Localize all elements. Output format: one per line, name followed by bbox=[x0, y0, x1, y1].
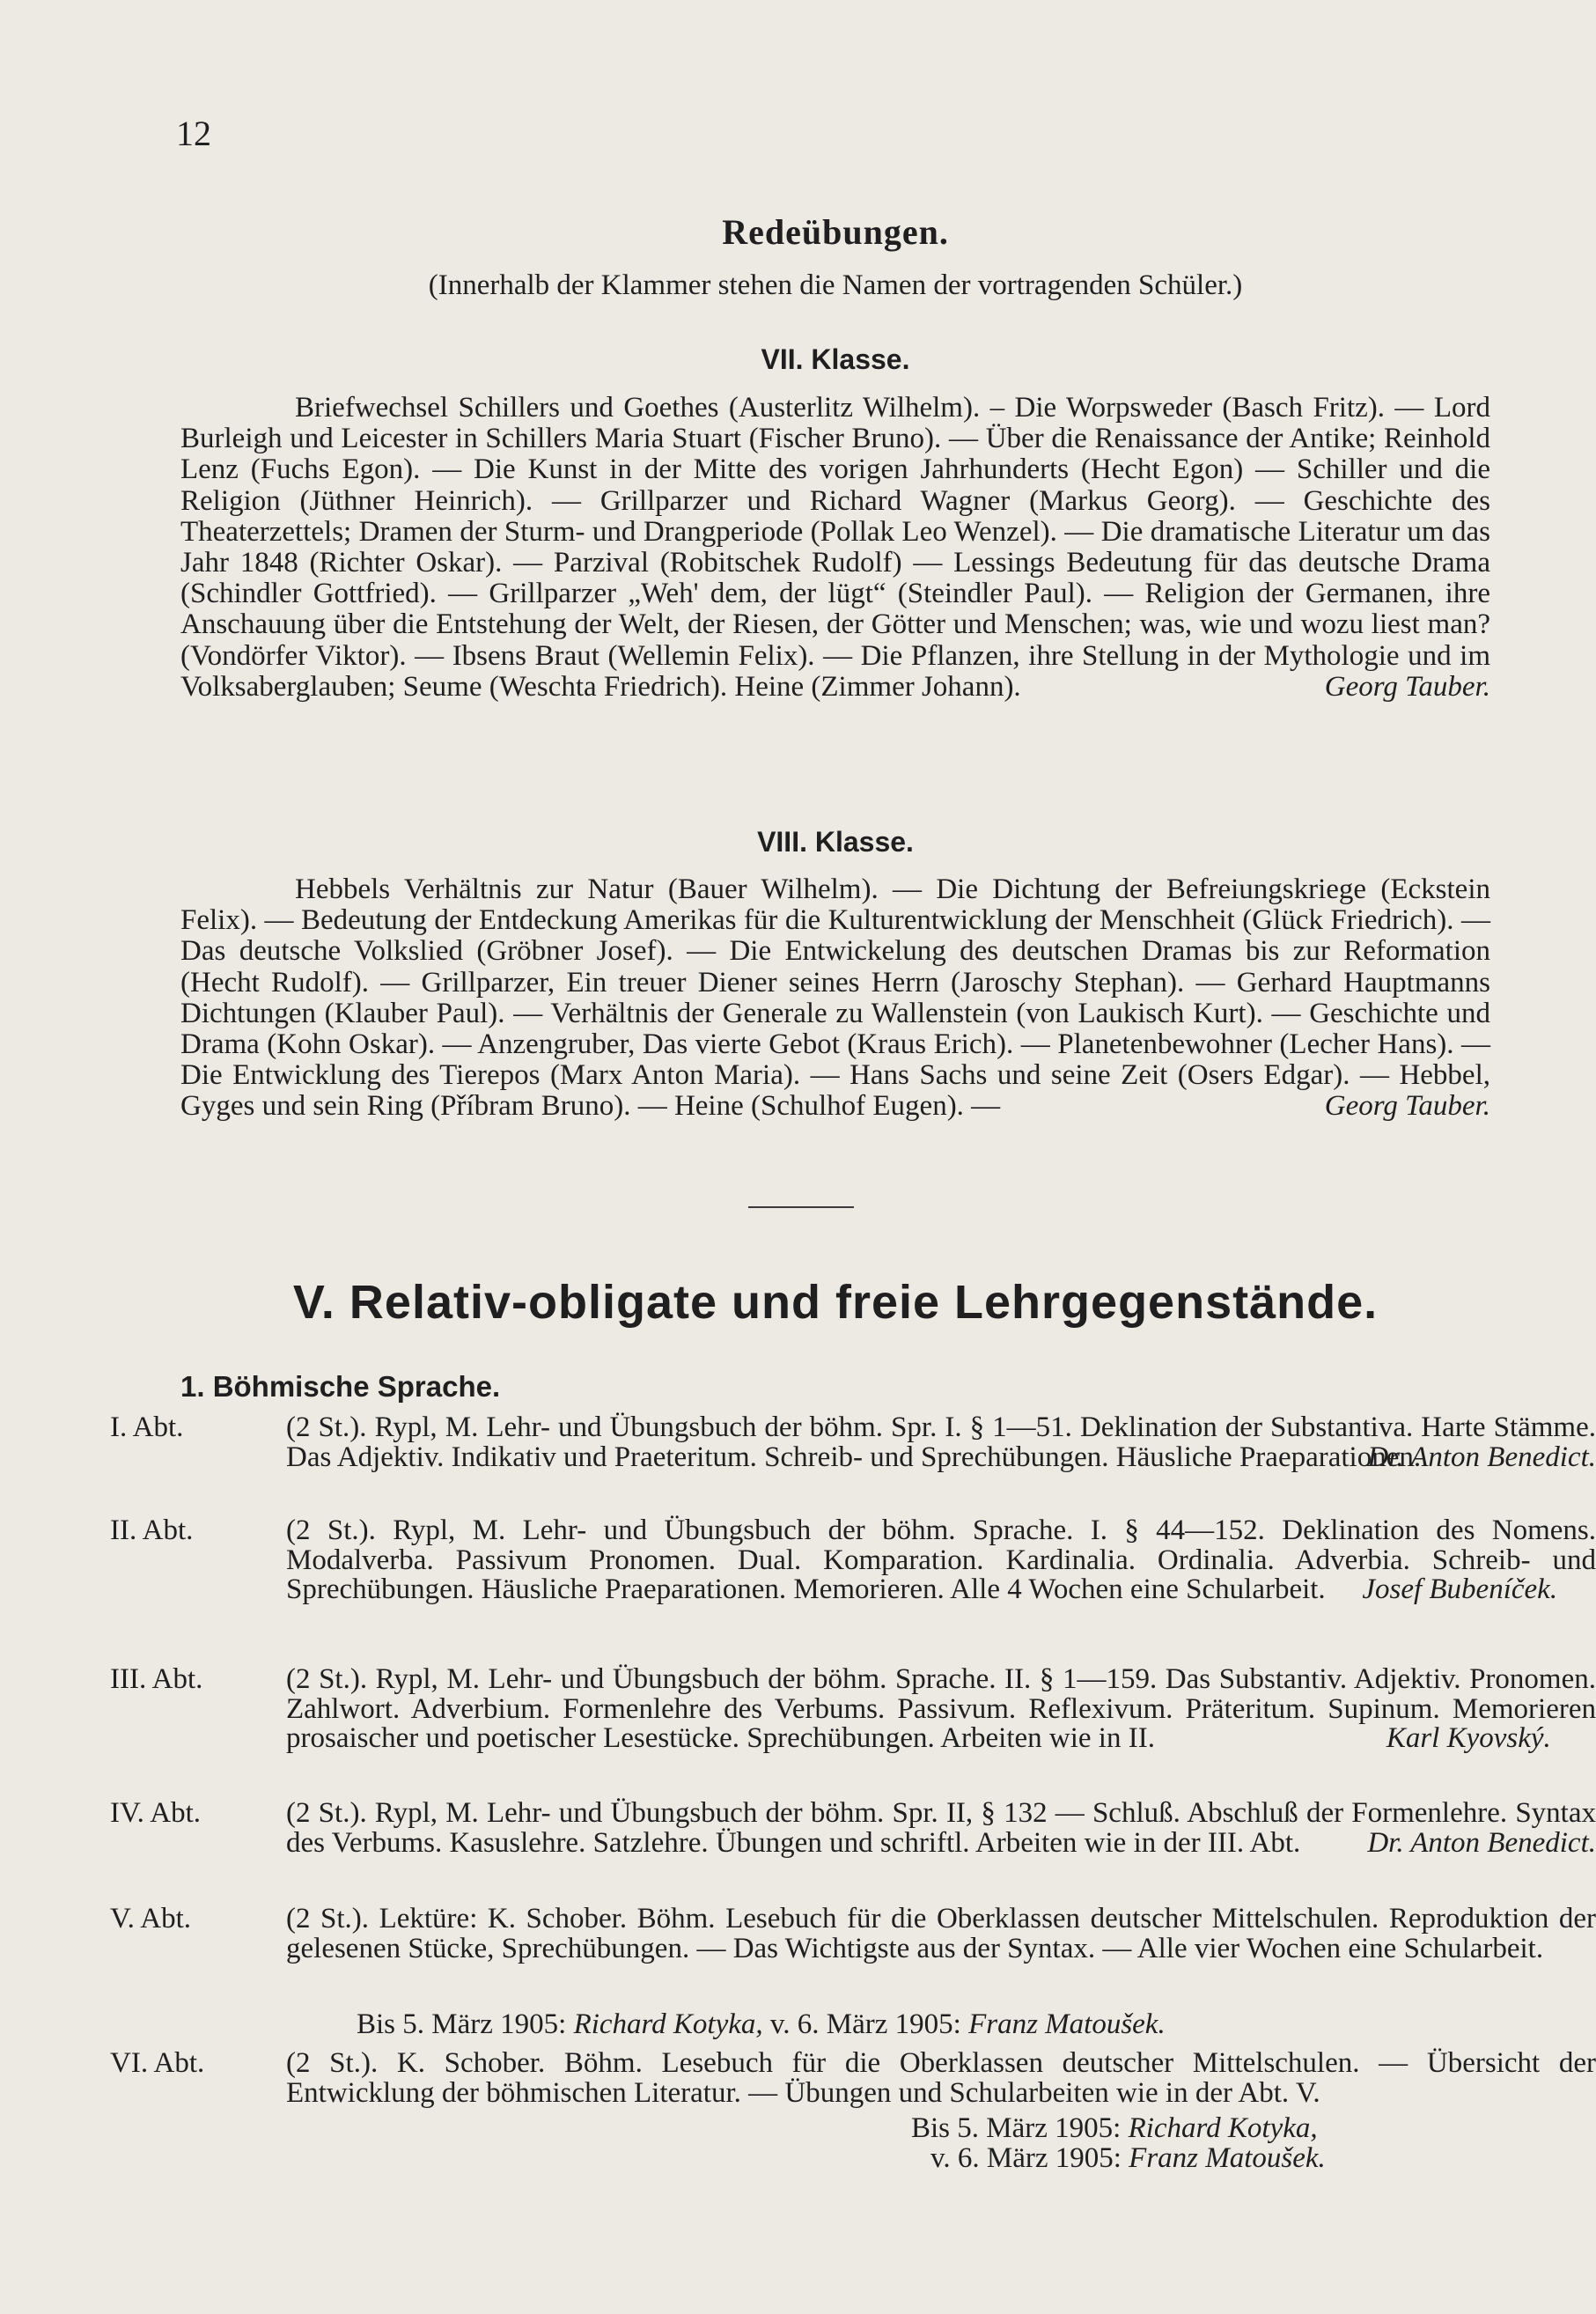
entry-text: (2 St.). K. Schober. Böhm. Lesebuch für die Oberklassen deutscher Mittelschulen. — Übersicht der Entwicklung der böhmischen Literatur. — Übungen und Schularbeiten wie in der Abt. V. bbox=[286, 2047, 1596, 2109]
abt-6-teacher-line-2 bbox=[930, 2143, 1326, 2174]
section-subtitle: (Innerhalb der Klammer stehen die Namen der vortragenden Schüler.) bbox=[428, 269, 1243, 301]
entry-text: (2 St.). Rypl, M. Lehr- und Übungsbuch der böhm. Sprache. II. § 1—159. Das Substantiv. Adjektiv. Pronomen. Zahlwort. Adverbium. Formenlehre des Verbums. Passivum. Reflexivum. Präteritum. Supinum. Memorieren prosaischer und poetischer Lesestücke. Sprechübungen. Arbeiten wie in II. bbox=[286, 1663, 1596, 1754]
section-title: Redeübungen. bbox=[722, 212, 949, 252]
teacher-name: Richard Kotyka, bbox=[1128, 2112, 1318, 2144]
entry-abt-6 bbox=[110, 2047, 1596, 2109]
entry-text: (2 St.). Rypl, M. Lehr- und Übungsbuch der böhm. Sprache. I. § 44—152. Deklination des Nomens. Modalverba. Passivum Pronomen. Dual. Komparation. Kardinalia. Ordinalia. Adverbia. Schreib- und Sprechübungen. Häusliche Praeparationen. Memorieren. Alle 4 Wochen eine Schularbeit. bbox=[286, 1514, 1596, 1605]
section-v-heading: V. Relativ-obligate und freie Lehrgegenstände. bbox=[292, 1276, 1379, 1329]
entry-teacher: Dr. Anton Benedict. bbox=[1367, 1441, 1596, 1473]
signature-viii: Georg Tauber. bbox=[1324, 1090, 1490, 1123]
entry-label: VI. Abt. bbox=[110, 2047, 205, 2079]
signature-vii: Georg Tauber. bbox=[1324, 670, 1490, 703]
entry-label: II. Abt. bbox=[110, 1514, 194, 1546]
page-number: 12 bbox=[176, 114, 211, 153]
entry-abt-2 bbox=[110, 1514, 1596, 1605]
paragraph-vii bbox=[180, 393, 1490, 703]
entry-label: I. Abt. bbox=[110, 1411, 184, 1443]
entry-abt-3 bbox=[110, 1663, 1596, 1754]
abt-5-teacher-line bbox=[357, 2009, 1166, 2040]
date-prefix: v. 6. März 1905: bbox=[769, 2008, 961, 2040]
entry-teacher: Dr. Anton Benedict. bbox=[1367, 1826, 1596, 1859]
paragraph-viii bbox=[180, 874, 1490, 1123]
entry-teacher: Karl Kyovský. bbox=[1386, 1722, 1551, 1754]
paragraph-vii-text: Briefwechsel Schillers und Goethes (Austerlitz Wilhelm). – Die Worpsweder (Basch Fritz). — Lord Burleigh und Leicester in Schillers Maria Stuart (Fischer Bruno). — Über die Renaissance der Antike; Reinhold Lenz (Fuchs Egon). — Die Kunst in der Mitte des vorigen Jahrhunderts (Hecht Egon) — Schiller und die Religion (Jüthner Heinrich). — Grillparzer und Richard Wagner (Markus Georg). — Geschichte des Theaterzettels; Dramen der Sturm- und Drangperiode (Pollak Leo Wenzel). — Die dramatische Literatur um das Jahr 1848 (Richter Oskar). — Parzival (Robitschek Rudolf) — Lessings Bedeutung für das deutsche Drama (Schindler Gottfried). — Grillparzer „Weh' dem, der lügt“ (Steindler Paul). — Religion der Germanen, ihre Anschauung über die Entstehung der Welt, der Riesen, der Götter und Menschen; was, wie und wozu liest man? (Vondörfer Viktor). — Ibsens Braut (Wellemin Felix). — Die Pflanzen, ihre Stellung in der Mythologie und im Volksaberglauben; Seume (Weschta Friedrich). Heine (Zimmer Johann). bbox=[180, 392, 1490, 703]
date-prefix: Bis 5. März 1905: bbox=[911, 2112, 1122, 2144]
entry-abt-4 bbox=[110, 1797, 1596, 1859]
entry-text: (2 St.). Rypl, M. Lehr- und Übungsbuch der böhm. Spr. II, § 132 — Schluß. Abschluß der Formenlehre. Syntax des Verbums. Kasuslehre. Satzlehre. Übungen und schriftl. Arbeiten wie in der III. Abt. bbox=[286, 1797, 1596, 1859]
abt-6-teacher-line-1 bbox=[911, 2113, 1318, 2144]
teacher-name: Richard Kotyka, bbox=[573, 2008, 763, 2040]
entry-abt-1 bbox=[110, 1411, 1596, 1473]
entry-text: (2 St.). Lektüre: K. Schober. Böhm. Lesebuch für die Oberklassen deutscher Mittelschulen. Reproduktion der gelesenen Stücke, Sprechübungen. — Das Wichtigste aus der Syntax. — Alle vier Wochen eine Schularbeit. bbox=[286, 1903, 1596, 1964]
date-prefix: Bis 5. März 1905: bbox=[357, 2008, 567, 2040]
section-v-subheading: 1. Böhmische Sprache. bbox=[180, 1370, 501, 1403]
paragraph-viii-text: Hebbels Verhältnis zur Natur (Bauer Wilhelm). — Die Dichtung der Befreiungskriege (Eckstein Felix). — Bedeutung der Entdeckung Amerikas für die Kulturentwicklung der Menschheit (Glück Friedrich). — Das deutsche Volkslied (Gröbner Josef). — Die Entwickelung des deutschen Dramas bis zur Reformation (Hecht Rudolf). — Grillparzer, Ein treuer Diener seines Herrn (Jaroschy Stephan). — Gerhard Hauptmanns Dichtungen (Klauber Paul). — Verhältnis der Generale zu Wallenstein (von Laukisch Kurt). — Geschichte und Drama (Kohn Oskar). — Anzengruber, Das vierte Gebot (Kraus Erich). — Planetenbewohner (Lecher Hans). — Die Entwicklung des Tierepos (Marx Anton Maria). — Hans Sachs und seine Zeit (Osers Edgar). — Hebbel, Gyges und sein Ring (Příbram Bruno). — Heine (Schulhof Eugen). — bbox=[180, 873, 1490, 1123]
entry-teacher: Josef Bubeníček. bbox=[1362, 1573, 1558, 1605]
entry-label: III. Abt. bbox=[110, 1663, 203, 1695]
class-heading-viii: VIII. Klasse. bbox=[757, 826, 914, 858]
class-heading-vii: VII. Klasse. bbox=[761, 343, 910, 375]
entry-text: (2 St.). Rypl, M. Lehr- und Übungsbuch der böhm. Spr. I. § 1—51. Deklination der Substantiva. Harte Stämme. Das Adjektiv. Indikativ und Praeteritum. Schreib- und Sprechübungen. Häusliche Praeparationen. bbox=[286, 1411, 1596, 1473]
divider-rule bbox=[748, 1206, 854, 1208]
entry-label: V. Abt. bbox=[110, 1903, 192, 1934]
teacher-name: Franz Matoušek. bbox=[968, 2008, 1166, 2040]
date-prefix: v. 6. März 1905: bbox=[930, 2142, 1122, 2174]
teacher-name: Franz Matoušek. bbox=[1129, 2142, 1326, 2174]
entry-abt-5 bbox=[110, 1903, 1596, 1964]
entry-label: IV. Abt. bbox=[110, 1797, 201, 1829]
